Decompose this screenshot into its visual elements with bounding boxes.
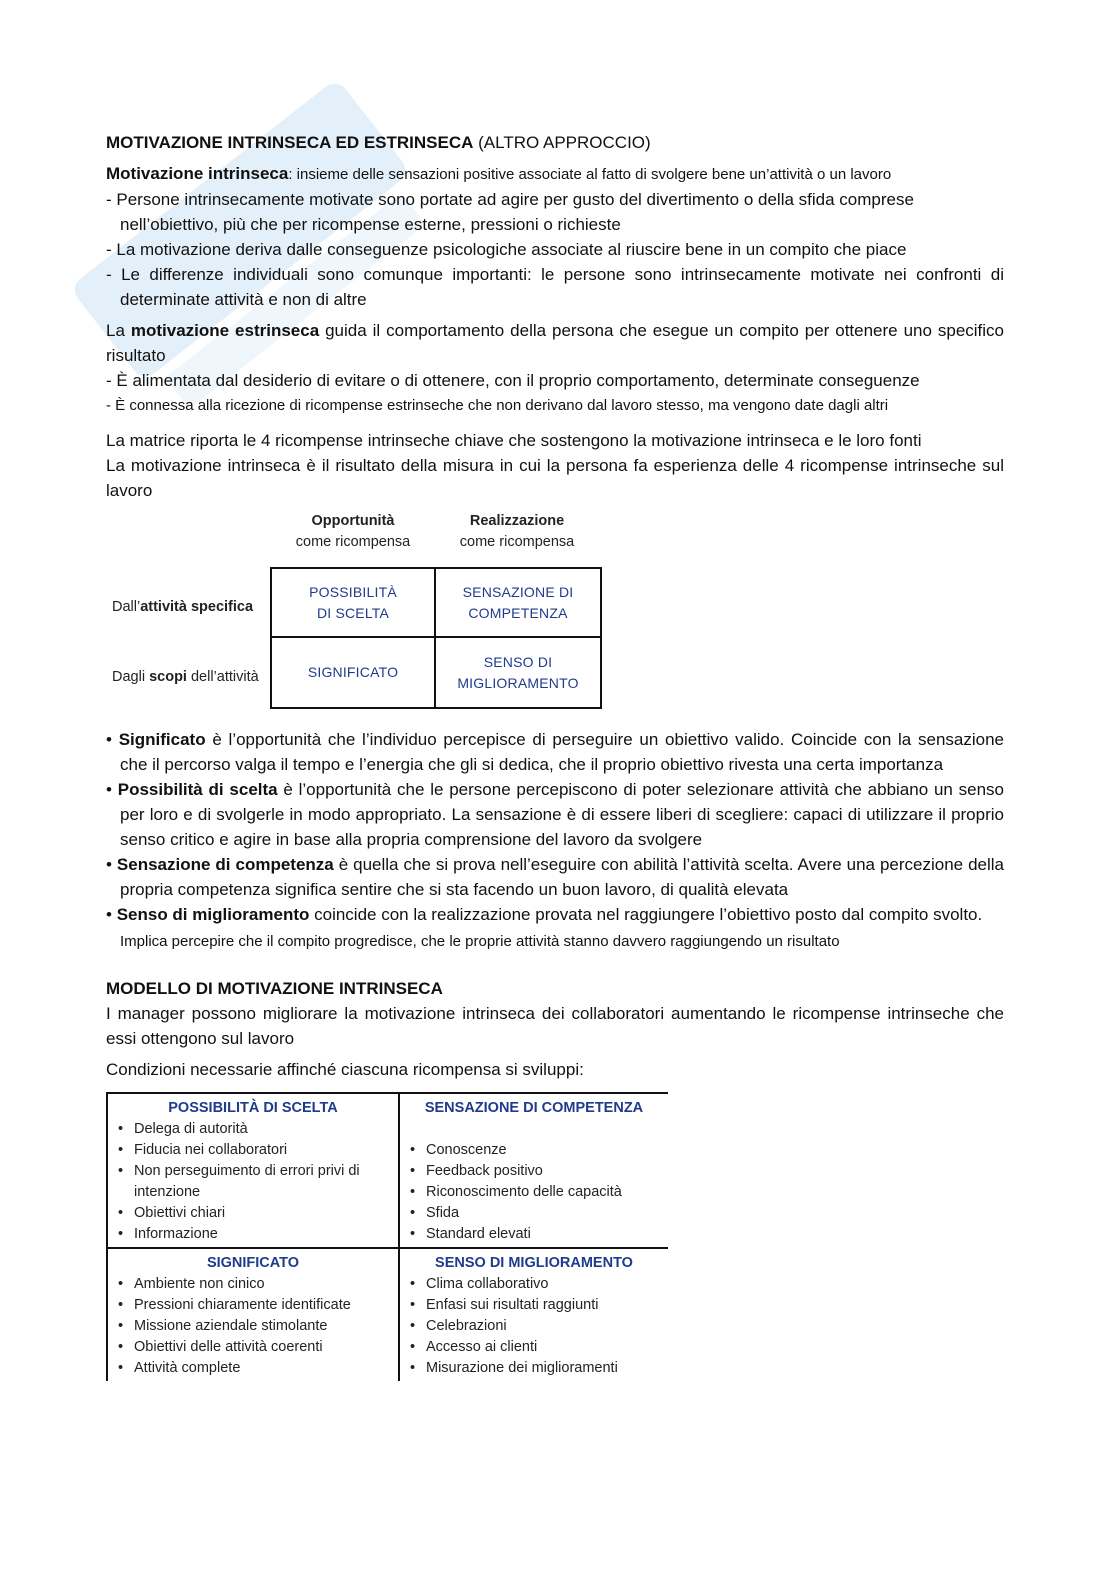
list-item: • Conoscenze <box>408 1140 660 1161</box>
estrinseca-definition: La motivazione estrinseca guida il comportamento della persona che esegue un compito per ottenere uno specifico risultato <box>106 321 1005 365</box>
rewards-matrix <box>106 511 1004 721</box>
matrix-col-opportunita: Opportunità come ricompensa <box>295 513 411 550</box>
list-item: • Clima collaborativo <box>408 1274 660 1295</box>
matrix-grid <box>270 567 602 709</box>
section-title-modello: MODELLO DI MOTIVAZIONE INTRINSECA <box>106 979 443 998</box>
conditions-competenza <box>398 1094 668 1249</box>
matrix-col-realizzazione: Realizzazione come ricompensa <box>459 513 575 550</box>
list-item: • Obiettivi chiari <box>116 1203 390 1224</box>
conditions-competenza-title: SENSAZIONE DI COMPETENZA <box>424 1100 644 1116</box>
conditions-scelta-title: POSSIBILITÀ DI SCELTA <box>168 1100 338 1116</box>
list-item: • Non perseguimento di errori privi di intenzione <box>116 1161 390 1203</box>
list-item: • Standard elevati <box>408 1224 660 1245</box>
conditions-table <box>106 1092 668 1381</box>
matrix-cell-significato: SIGNIFICATO <box>272 638 436 707</box>
conditions-miglioramento-title: SENSO DI MIGLIORAMENTO <box>435 1255 633 1271</box>
matrix-intro-2: La motivazione intrinseca è il risultato della misura in cui la persona fa esperienza delle 4 ricompense intrinseche sul lavoro <box>106 456 1004 500</box>
matrix-row-scopi: Dagli scopi dell’attività <box>112 669 259 685</box>
list-item: • Riconoscimento delle capacità <box>408 1182 660 1203</box>
list-item: • Enfasi sui risultati raggiunti <box>408 1295 660 1316</box>
matrix-row-attivita: Dall’attività specifica <box>112 599 254 615</box>
list-item: • Celebrazioni <box>408 1316 660 1337</box>
conditions-significato <box>108 1249 398 1381</box>
reward-miglioramento: • Senso di miglioramento coincide con la realizzazione provata nel raggiungere l’obiettivo posto dal compito svolto. Implica percepire che il compito progredisce, che le proprie attività stanno davvero raggiungendo un risultato <box>106 905 983 950</box>
matrix-cell-scelta: POSSIBILITÀ DI SCELTA <box>272 569 436 638</box>
document-page <box>106 130 1004 1381</box>
list-item: • Attività complete <box>116 1358 390 1379</box>
estrinseca-bullet-1: - È alimentata dal desiderio di evitare o di ottenere, con il proprio comportamento, determinate conseguenze <box>106 371 920 390</box>
intrinseca-definition: Motivazione intrinseca: insieme delle sensazioni positive associate al fatto di svolgere bene un’attività o un lavoro <box>106 164 892 183</box>
modello-paragraph: I manager possono migliorare la motivazione intrinseca dei collaboratori aumentando le ricompense intrinseche che essi ottengono sul lavoro <box>106 1004 1004 1048</box>
list-item: • Missione aziendale stimolante <box>116 1316 390 1337</box>
list-item: • Delega di autorità <box>116 1119 390 1140</box>
list-item: • Fiducia nei collaboratori <box>116 1140 390 1161</box>
condizioni-intro: Condizioni necessarie affinché ciascuna ricompensa si sviluppi: <box>106 1060 584 1079</box>
conditions-miglioramento <box>398 1249 668 1381</box>
conditions-significato-title: SIGNIFICATO <box>206 1255 300 1271</box>
reward-scelta: • Possibilità di scelta è l’opportunità che le persone percepiscono di poter selezionare attività che abbiano un senso per loro e di svolgerle in modo appropriato. La sensazione è di essere liberi di scegliere: capaci di utilizzare il proprio senso critico e agire in base alla propria comprensione del lavoro da svolgere <box>106 780 1004 849</box>
list-item: • Informazione <box>116 1224 390 1245</box>
intrinseca-bullet-3: - Le differenze individuali sono comunque importanti: le persone sono intrinsecamente motivate nei confronti di determinate attività e non di altre <box>106 265 1004 309</box>
section-title-motivazione: MOTIVAZIONE INTRINSECA ED ESTRINSECA (ALTRO APPROCCIO) <box>106 133 651 152</box>
intrinseca-bullet-2: - La motivazione deriva dalle conseguenze psicologiche associate al riuscire bene in un compito che piace <box>106 240 907 259</box>
list-item: • Misurazione dei miglioramenti <box>408 1358 660 1379</box>
list-item: • Ambiente non cinico <box>116 1274 390 1295</box>
matrix-intro-1: La matrice riporta le 4 ricompense intrinseche chiave che sostengono la motivazione intrinseca e le loro fonti <box>106 431 922 450</box>
list-item: • Pressioni chiaramente identificate <box>116 1295 390 1316</box>
list-item: • Sfida <box>408 1203 660 1224</box>
intrinseca-bullet-1: - Persone intrinsecamente motivate sono portate ad agire per gusto del divertimento o della sfida comprese nell’obiettivo, più che per ricompense esterne, pressioni o richieste <box>106 190 914 234</box>
list-item: • Feedback positivo <box>408 1161 660 1182</box>
list-item: • Obiettivi delle attività coerenti <box>116 1337 390 1358</box>
estrinseca-bullet-2: - È connessa alla ricezione di ricompense estrinseche che non derivano dal lavoro stesso, ma vengono date dagli altri <box>106 397 889 414</box>
conditions-scelta <box>108 1094 398 1249</box>
reward-competenza: • Sensazione di competenza è quella che si prova nell’eseguire con abilità l’attività scelta. Avere una percezione della propria competenza significa sentire che si sta facendo un buon lavoro, di qualità elevata <box>106 855 1004 899</box>
matrix-cell-miglioramento: SENSO DI MIGLIORAMENTO <box>457 653 579 691</box>
matrix-cell-competenza: SENSAZIONE DI COMPETENZA <box>436 569 600 638</box>
list-item: • Accesso ai clienti <box>408 1337 660 1358</box>
reward-significato: • Significato è l’opportunità che l’individuo percepisce di perseguire un obiettivo valido. Coincide con la sensazione che il percorso valga il tempo e l’energia che gli si dedica, che il proprio obiettivo rivesta una certa importanza <box>106 730 1004 774</box>
